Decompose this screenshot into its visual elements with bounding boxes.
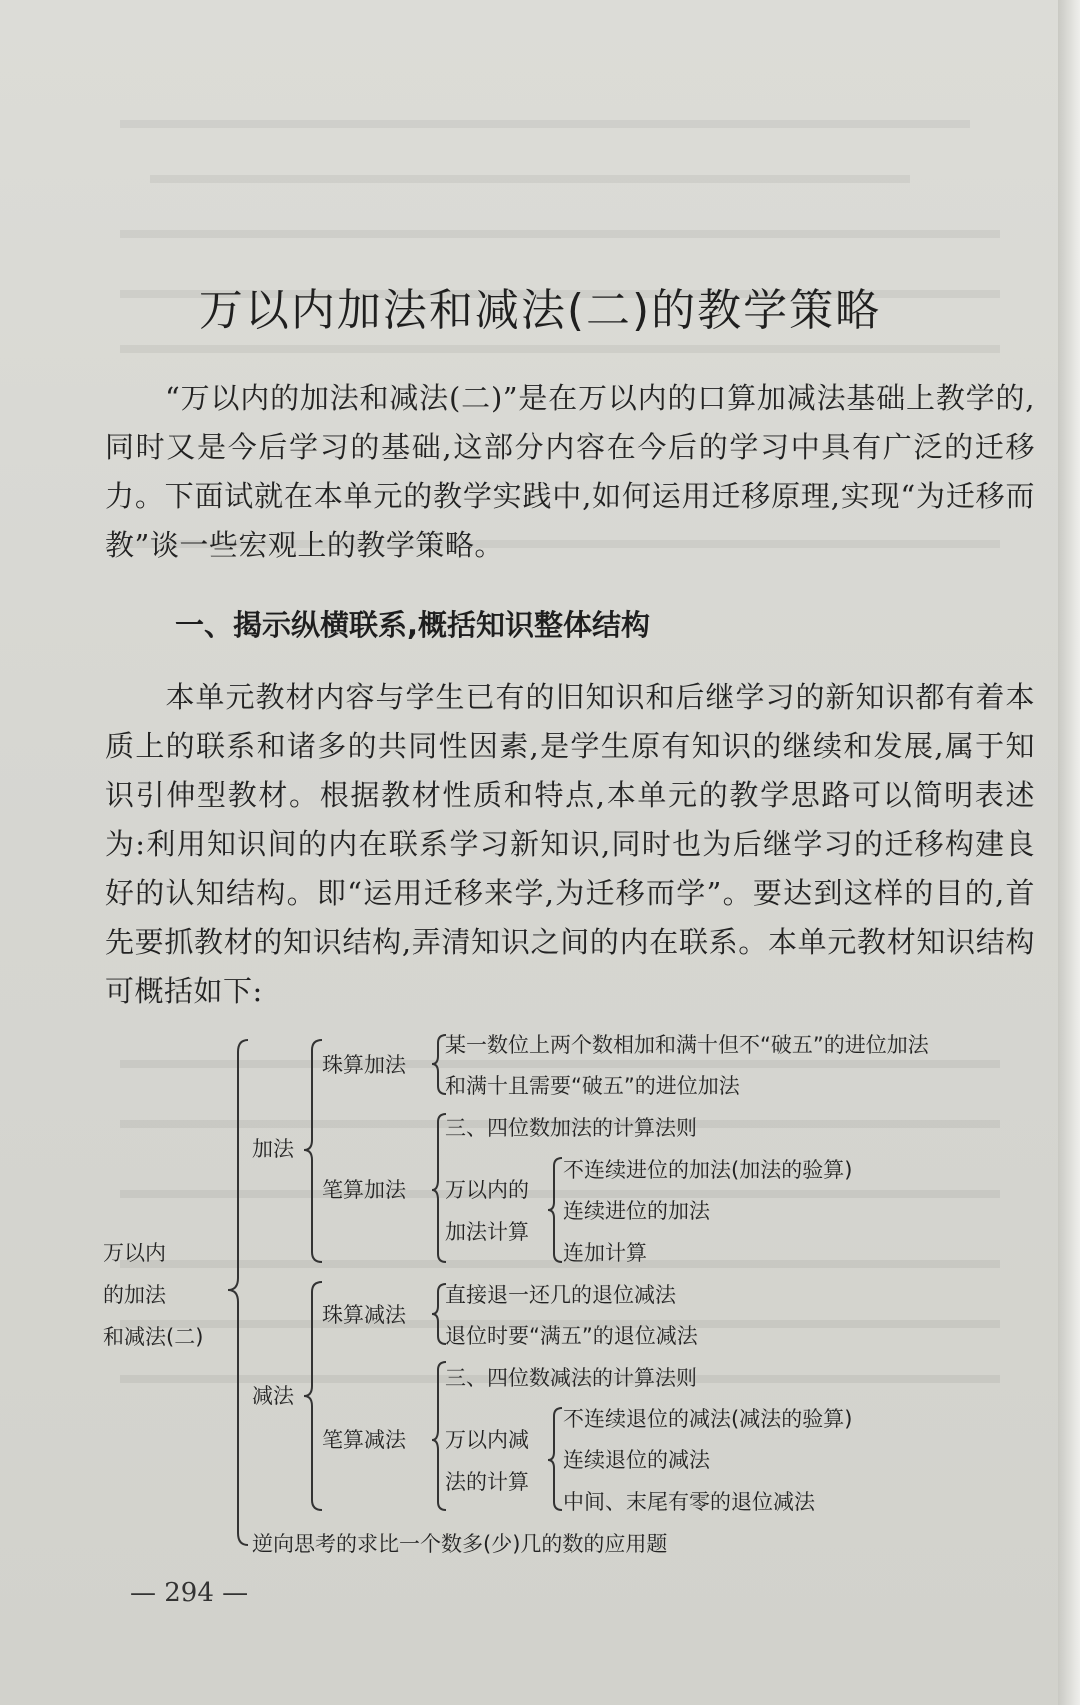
tree-subtraction-label: 减法 [252,1384,294,1408]
tree-written-addition-sublabel: 加法计算 [445,1220,529,1244]
tree-written-subtraction-item: 连续退位的减法 [563,1448,710,1472]
section-heading: 一、揭示纵横联系,概括知识整体结构 [175,608,651,642]
tree-abacus-subtraction-item: 直接退一还几的退位减法 [445,1283,676,1307]
tree-written-subtraction-item: 不连续退位的减法(减法的验算) [563,1407,853,1431]
tree-written-addition-item: 连加计算 [563,1241,647,1265]
tree-root-line-3: 和减法(二) [103,1325,204,1349]
tree-written-subtraction-sublabel: 万以内减 [445,1428,529,1452]
tree-addition-label: 加法 [252,1137,294,1161]
tree-written-subtraction-item: 中间、末尾有零的退位减法 [563,1490,815,1514]
page-title: 万以内加法和减法(二)的教学策略 [198,285,882,337]
tree-written-addition-item: 连续进位的加法 [563,1199,710,1223]
tree-written-addition-item: 不连续进位的加法(加法的验算) [563,1158,853,1182]
section-paragraph-text: 本单元教材内容与学生已有的旧知识和后继学习的新知识都有着本质上的联系和诸多的共同性因素,是学生原有知识的继续和发展,属于知识引伸型教材。根据教材性质和特点,本单元的教学思路可以简明表述为:利用知识间的内在联系学习新知识,同时也为后继学习的迁移构建良好的认知结构。即“运用迁移来学,为迁移而学”。要达到这样的目的,首先要抓教材的知识结构,弄清知识之间的内在联系。本单元教材知识结构可概括如下: [105,680,1035,1008]
tree-written-addition-rule: 三、四位数加法的计算法则 [445,1116,697,1140]
tree-root-line-1: 万以内 [103,1241,166,1265]
tree-abacus-addition-label: 珠算加法 [322,1053,406,1077]
tree-abacus-addition-item: 某一数位上两个数相加和满十但不“破五”的进位加法 [445,1033,929,1057]
tree-application-item: 逆向思考的求比一个数多(少)几的数的应用题 [252,1532,668,1556]
tree-abacus-subtraction-item: 退位时要“满五”的退位减法 [445,1324,698,1348]
tree-written-subtraction-label: 笔算减法 [322,1428,406,1452]
tree-abacus-subtraction-label: 珠算减法 [322,1303,406,1327]
tree-abacus-addition-item: 和满十且需要“破五”的进位加法 [445,1074,740,1098]
tree-written-subtraction-sublabel: 法的计算 [445,1470,529,1494]
tree-root-line-2: 的加法 [103,1283,166,1307]
tree-written-subtraction-rule: 三、四位数减法的计算法则 [445,1366,697,1390]
page-number: — 294 — [130,1578,249,1608]
intro-paragraph-text: “万以内的加法和减法(二)”是在万以内的口算加减法基础上教学的,同时又是今后学习的基础,这部分内容在今后的学习中具有广泛的迁移力。下面试就在本单元的教学实践中,如何运用迁移原理,实现“为迁移而教”谈一些宏观上的教学策略。 [105,381,1035,562]
tree-written-addition-sublabel: 万以内的 [445,1178,529,1202]
tree-written-addition-label: 笔算加法 [322,1178,406,1202]
